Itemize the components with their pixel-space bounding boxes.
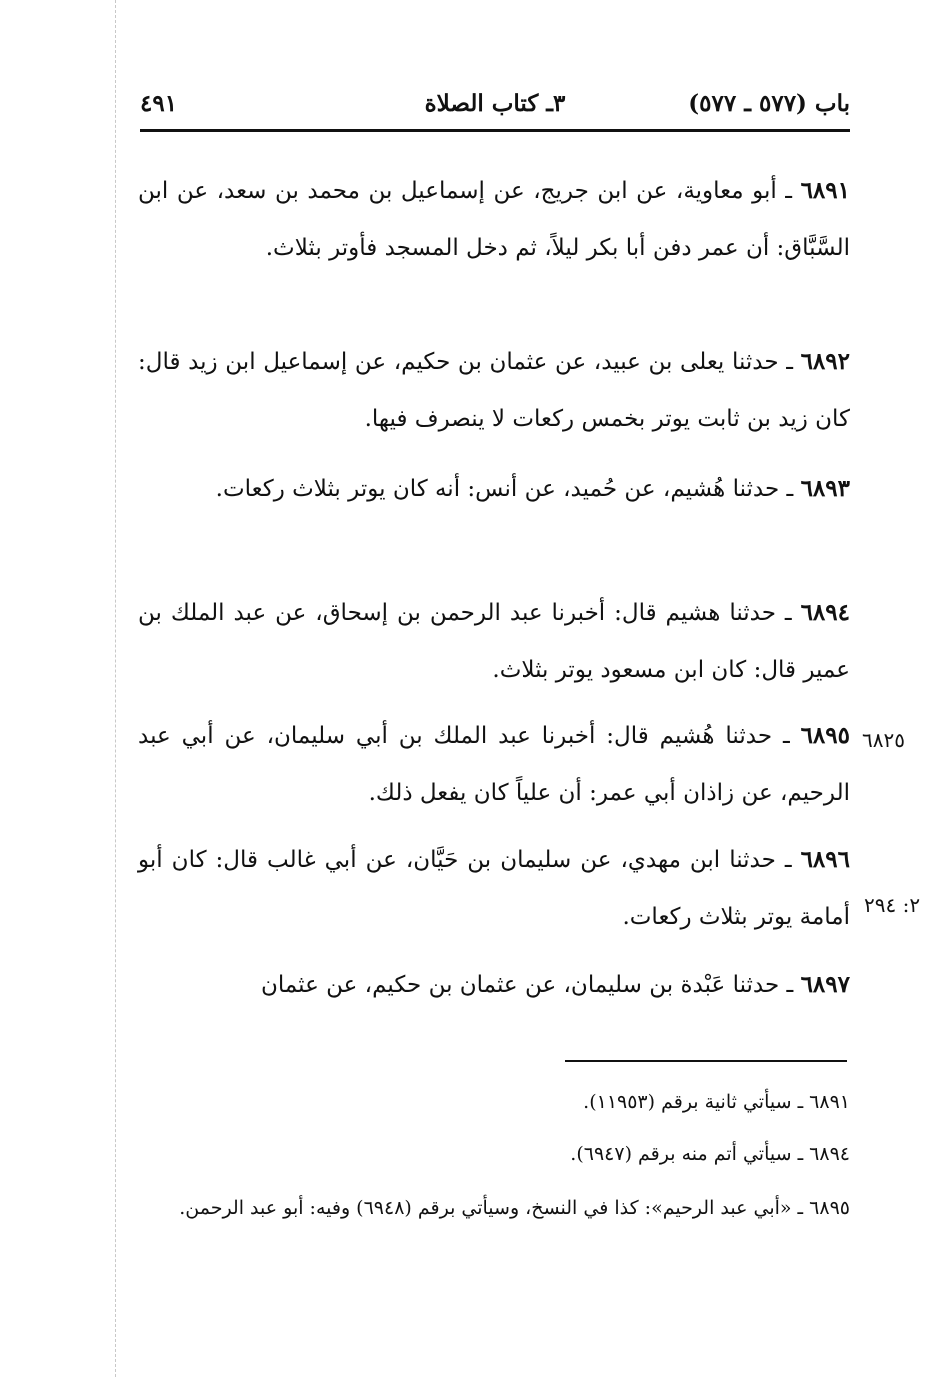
footnote-6894 <box>138 1132 850 1176</box>
chapter-title: باب (٥٧٧ ـ ٥٧٧) <box>688 90 850 117</box>
margin-volume-page: ٢: ٢٩٤ <box>864 893 921 917</box>
hadith-text: ـ حدثنا هُشيم، عن حُميد، عن أنس: أنه كان يوتر بثلاث ركعات. <box>215 476 801 502</box>
page-header <box>140 86 850 126</box>
header-rule <box>140 129 850 132</box>
footnote-text: ـ سيأتي أتم منه برقم (٦٩٤٧). <box>570 1143 810 1165</box>
hadith-text: ـ حدثنا ابن مهدي، عن سليمان بن حَيَّان، عن أبي غالب قال: كان أبو أمامة يوتر بثلاث ركعات. <box>138 847 850 930</box>
hadith-number: ٦٨٩٦ <box>800 846 850 873</box>
margin-cross-reference: ٦٨٢٥ <box>862 728 905 752</box>
hadith-text: ـ حدثنا هشيم قال: أخبرنا عبد الرحمن بن إسحاق، عن عبد الملك بن عمير قال: كان ابن مسعود يوتر بثلاث. <box>138 600 850 683</box>
footnote-number: ٦٨٩٥ <box>809 1197 850 1219</box>
footnote-number: ٦٨٩١ <box>809 1091 850 1113</box>
footnote-text: ـ سيأتي ثانية برقم (١١٩٥٣). <box>583 1091 810 1113</box>
footnote-separator <box>565 1060 847 1062</box>
hadith-6892 <box>138 333 850 448</box>
hadith-6891 <box>138 162 850 277</box>
page-edge-line <box>115 0 116 1377</box>
hadith-6894 <box>138 584 850 699</box>
hadith-text: ـ حدثنا عَبْدة بن سليمان، عن عثمان بن حكيم، عن عثمان <box>260 972 801 998</box>
book-title: ٣ـ كتاب الصلاة <box>424 90 566 117</box>
footnote-text: ـ «أبي عبد الرحيم»: كذا في النسخ، وسيأتي برقم (٦٩٤٨) وفيه: أبو عبد الرحمن. <box>179 1197 810 1219</box>
footnote-6891 <box>138 1080 850 1124</box>
hadith-6893 <box>138 460 850 518</box>
footnote-number: ٦٨٩٤ <box>809 1143 850 1165</box>
hadith-text: ـ حدثنا هُشيم قال: أخبرنا عبد الملك بن أبي سليمان، عن أبي عبد الرحيم، عن زاذان أبي عمر: أن علياً كان يفعل ذلك. <box>138 723 850 806</box>
hadith-6896 <box>138 831 850 946</box>
hadith-number: ٦٨٩٣ <box>800 475 850 502</box>
hadith-number: ٦٨٩١ <box>800 177 850 204</box>
hadith-number: ٦٨٩٥ <box>800 722 850 749</box>
hadith-text: ـ حدثنا يعلى بن عبيد، عن عثمان بن حكيم، عن إسماعيل ابن زيد قال: كان زيد بن ثابت يوتر بخمس ركعات لا ينصرف فيها. <box>138 349 850 432</box>
hadith-text: ـ أبو معاوية، عن ابن جريج، عن إسماعيل بن محمد بن سعد، عن ابن السَّبَّاق: أن عمر دفن أبا بكر ليلاً، ثم دخل المسجد فأوتر بثلاث. <box>138 178 850 261</box>
footnote-6895 <box>138 1186 850 1230</box>
page-number: ٤٩١ <box>140 90 178 117</box>
hadith-6895 <box>138 707 850 822</box>
hadith-number: ٦٨٩٢ <box>800 348 850 375</box>
hadith-6897 <box>138 956 850 1014</box>
hadith-number: ٦٨٩٤ <box>800 599 850 626</box>
hadith-number: ٦٨٩٧ <box>800 971 850 998</box>
